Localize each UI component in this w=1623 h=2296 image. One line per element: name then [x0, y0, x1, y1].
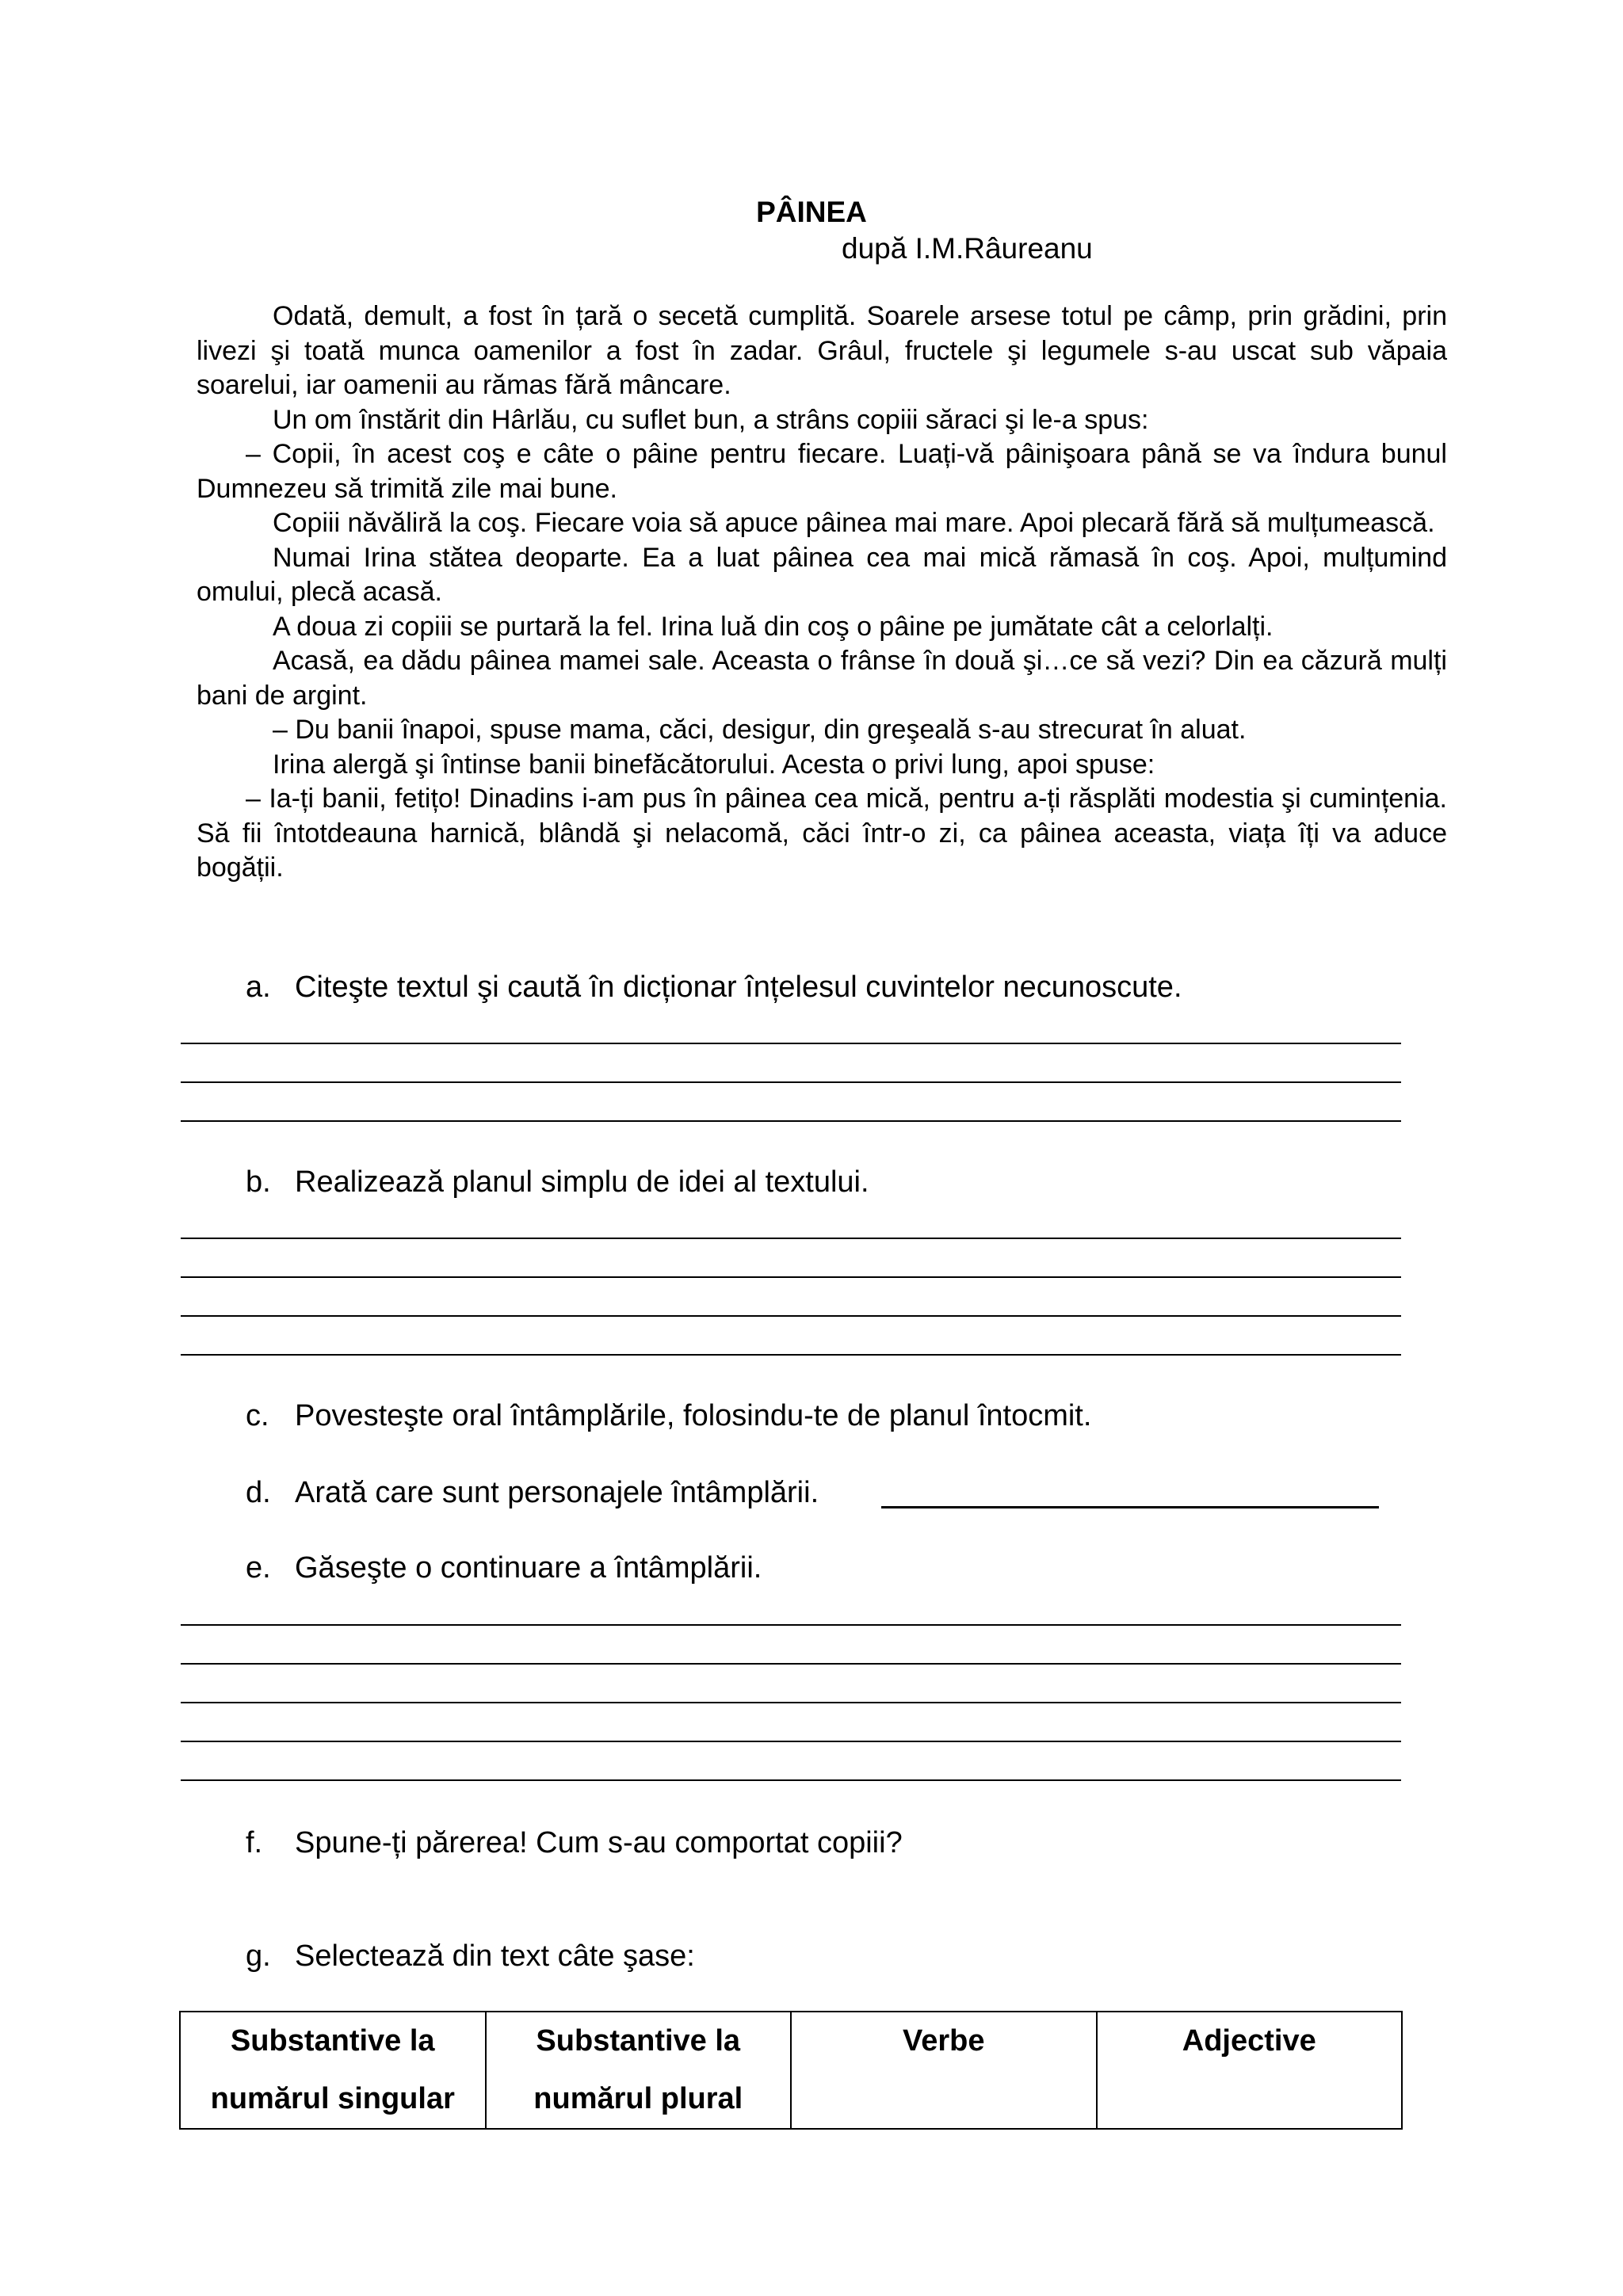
header-line: numărul singular [210, 2082, 455, 2115]
header-line: Verbe [902, 2024, 985, 2058]
story-paragraph: Copiii năvăliră la coş. Fiecare voia să apuce pâinea mai mare. Apoi plecară fără să mulțumească. [273, 508, 1435, 538]
answer-line[interactable] [181, 1702, 1401, 1703]
question-text: Realizează planul simplu de idei al textului. [295, 1165, 869, 1199]
answer-line[interactable] [181, 1238, 1401, 1239]
answer-line[interactable] [181, 1043, 1401, 1044]
question-text: Citeşte textul şi caută în dicționar înțelesul cuvintelor necunoscute. [295, 971, 1182, 1004]
header-line: numărul plural [533, 2082, 743, 2115]
question-letter: a. [246, 971, 271, 1004]
question-letter: f. [246, 1826, 263, 1859]
question-text: Găseşte o continuare a întâmplării. [295, 1551, 762, 1585]
story-paragraph: – Copii, în acest coş e câte o pâine pentru fiecare. Luați-vă pâinişoara până se va îndura bunul Dumnezeu să trimită zile mai bune. [197, 439, 1447, 504]
answer-line[interactable] [181, 1741, 1401, 1742]
header-verbs[interactable] [791, 2012, 1097, 2129]
question-text: Povesteşte oral întâmplările, folosindu-te de planul întocmit. [295, 1399, 1092, 1432]
story-text [197, 299, 1447, 886]
answer-line[interactable] [181, 1315, 1401, 1317]
question-letter: c. [246, 1399, 269, 1432]
question-letter: g. [246, 1939, 271, 1973]
story-paragraph: Acasă, ea dădu pâinea mamei sale. Aceasta o frânse în două şi…ce să vezi? Din ea căzură mulți bani de argint. [197, 646, 1447, 711]
question-text: Selectează din text câte şase: [295, 1939, 695, 1973]
page-title: PÂINEA [756, 196, 867, 228]
header-adjectives[interactable] [1097, 2012, 1403, 2129]
header-line: Substantive la [230, 2024, 435, 2058]
header-line: Adjective [1182, 2024, 1316, 2058]
header-plural-nouns[interactable] [486, 2012, 792, 2129]
question-letter: e. [246, 1551, 271, 1585]
table-header-row [180, 2012, 1402, 2129]
answer-line[interactable] [181, 1276, 1401, 1278]
story-paragraph: A doua zi copiii se purtară la fel. Irina luă din coş o pâine pe jumătate cât a celorlalți. [273, 611, 1274, 642]
story-paragraph: Numai Irina stătea deoparte. Ea a luat pâinea cea mai mică rămasă în coş. Apoi, mulțumind omului, plecă acasă. [197, 542, 1447, 607]
answer-line[interactable] [181, 1354, 1401, 1356]
answer-line[interactable] [181, 1663, 1401, 1665]
header-singular-nouns[interactable] [180, 2012, 486, 2129]
author-line: după I.M.Râureanu [842, 232, 1093, 265]
answer-line[interactable] [181, 1120, 1401, 1122]
story-paragraph: Un om înstărit din Hârlău, cu suflet bun, a strâns copiii săraci şi le-a spus: [273, 404, 1149, 435]
story-paragraph: – Ia-ți banii, fetițo! Dinadins i-am pus în pâinea cea mică, pentru a-ți răsplăti modestia şi cumințenia. Să fii întotdeauna harnică, blândă şi nelacomă, căci într-o zi, ca pâinea aceasta, viața îți va aduce bogății. [197, 784, 1447, 883]
header-line: Substantive la [536, 2024, 741, 2058]
question-letter: d. [246, 1476, 271, 1509]
answer-line[interactable] [181, 1779, 1401, 1781]
question-text: Arată care sunt personajele întâmplării. [295, 1476, 819, 1509]
characters-answer-blank[interactable] [881, 1506, 1379, 1508]
word-classification-table [179, 2011, 1403, 2130]
answer-line[interactable] [181, 1081, 1401, 1083]
question-letter: b. [246, 1165, 271, 1199]
answer-line[interactable] [181, 1624, 1401, 1626]
question-text: Spune-ți părerea! Cum s-au comportat copiii? [295, 1826, 903, 1859]
story-paragraph: – Du banii înapoi, spuse mama, căci, desigur, din greşeală s-au strecurat în aluat. [273, 715, 1247, 745]
story-paragraph: Odată, demult, a fost în țară o secetă cumplită. Soarele arsese totul pe câmp, prin grădini, prin livezi şi toată munca oamenilor a fost în zadar. Grâul, fructele şi legumele s-au uscat sub văpaia soarelui, iar oamenii au rămas fără mâncare. [197, 301, 1447, 400]
story-paragraph: Irina alergă şi întinse banii binefăcătorului. Acesta o privi lung, apoi spuse: [273, 749, 1155, 780]
